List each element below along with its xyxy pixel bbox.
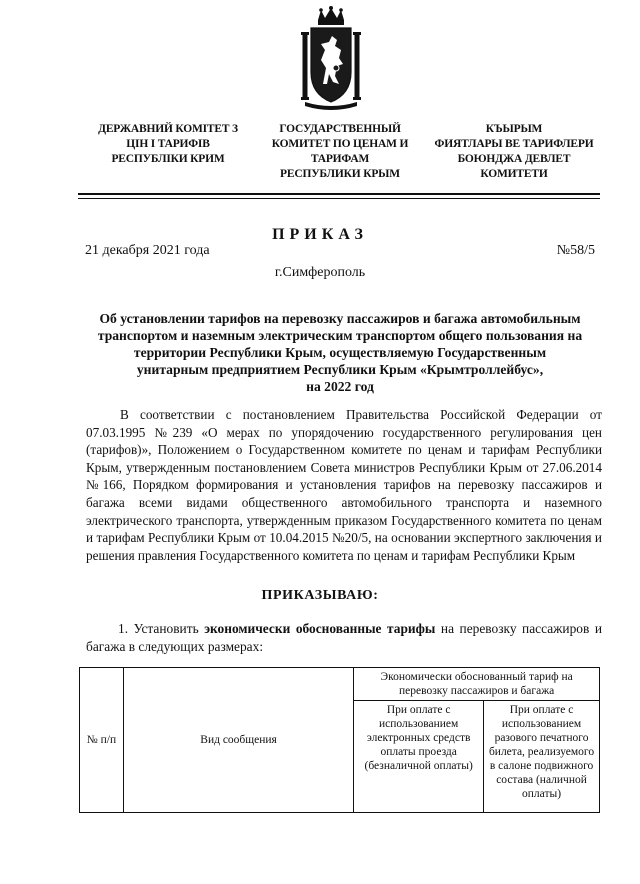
header-line: КОМИТЕТИ	[480, 168, 548, 180]
header-line: ФИЯТЛАРЫ ВЕ ТАРИФЛЕРИ	[434, 138, 594, 150]
item-emphasis: экономически обоснованные тарифы	[204, 621, 436, 636]
crown-icon	[318, 6, 344, 25]
order-city: г.Симферополь	[274, 265, 366, 280]
column-header-cash-payment: При оплате с использованием разового печатного билета, реализуемого в салоне подвижного состава (наличной оплаты)	[484, 701, 600, 813]
header-line: РЕСПУБЛИКИ КРЫМ	[280, 168, 400, 180]
subject-line: территории Республики Крым, осуществляемую Государственным	[133, 345, 547, 360]
tariff-table	[79, 667, 600, 813]
item-1-paragraph	[86, 620, 602, 656]
header-crimean-tatar	[430, 122, 598, 182]
column-header-tariff-group: Экономически обоснованный тариф на перевозку пассажиров и багажа	[354, 668, 600, 701]
header-line: ДЕРЖАВНИЙ КОМІТЕТ З	[98, 123, 238, 135]
item-text: Установить	[133, 621, 199, 636]
coat-of-arms-emblem	[299, 6, 363, 110]
order-date: 21 декабря 2021 года	[85, 243, 210, 258]
header-divider-thin	[78, 198, 600, 199]
header-ukrainian	[84, 122, 252, 167]
header-line: БОЮНДЖА ДЕВЛЕТ	[457, 153, 571, 165]
table-header-row	[80, 668, 600, 701]
order-title: ПРИКАЗ	[272, 226, 368, 243]
header-russian	[256, 122, 424, 182]
header-line: КОМИТЕТ ПО ЦЕНАМ И	[271, 138, 409, 150]
order-number: №58/5	[556, 243, 595, 258]
decree-heading: ПРИКАЗЫВАЮ:	[261, 588, 379, 603]
order-subject	[80, 310, 600, 395]
header-line: ЦІН І ТАРИФІВ	[126, 138, 210, 150]
column-header-kind: Вид сообщения	[123, 668, 353, 813]
subject-line: транспортом и наземным электрическим транспортом общего пользования на	[97, 328, 583, 343]
header-line: РЕСПУБЛІКИ КРИМ	[111, 153, 225, 165]
header-divider-thick	[78, 193, 600, 195]
subject-line: на 2022 год	[306, 379, 374, 394]
ribbon-icon	[305, 102, 357, 110]
subject-line: унитарным предприятием Республики Крым «Крымтроллейбус»,	[136, 362, 544, 377]
header-line: ТАРИФАМ	[310, 153, 370, 165]
subject-line: Об установлении тарифов на перевозку пассажиров и багажа автомобильным	[99, 311, 581, 326]
item-number: 1.	[118, 621, 129, 636]
preamble-paragraph: В соответствии с постановлением Правительства Российской Федерации от 07.03.1995 №239 «О мерах по упорядочению государственного регулирования цен (тарифов)», Положением о Государственном комитете по ценам и тарифам Республики Крым, утвержденным постановлением Совета министров Республики Крым от 27.06.2014 №166, Порядком формирования и установления тарифов на перевозку пассажиров и багажа всеми видами общественного автомобильного транспорта и наземного электрического транспорта, утвержденным приказом Государственного комитета по ценам и тарифам Республики Крым от 10.04.2015 №20/5, на основании экспертного заключения и решения правления Государственного комитета по ценам и тарифам Республики Крым	[86, 407, 602, 563]
header-line: ГОСУДАРСТВЕННЫЙ	[279, 123, 401, 135]
header-line: КЪЫРЫМ	[485, 123, 543, 135]
column-header-number: № п/п	[80, 668, 124, 813]
column-header-electronic-payment: При оплате с использованием электронных средств оплаты проезда (безналичной оплаты)	[354, 701, 484, 813]
item-text: на перевозку пассажиров и багажа в следующих размерах:	[86, 621, 602, 654]
